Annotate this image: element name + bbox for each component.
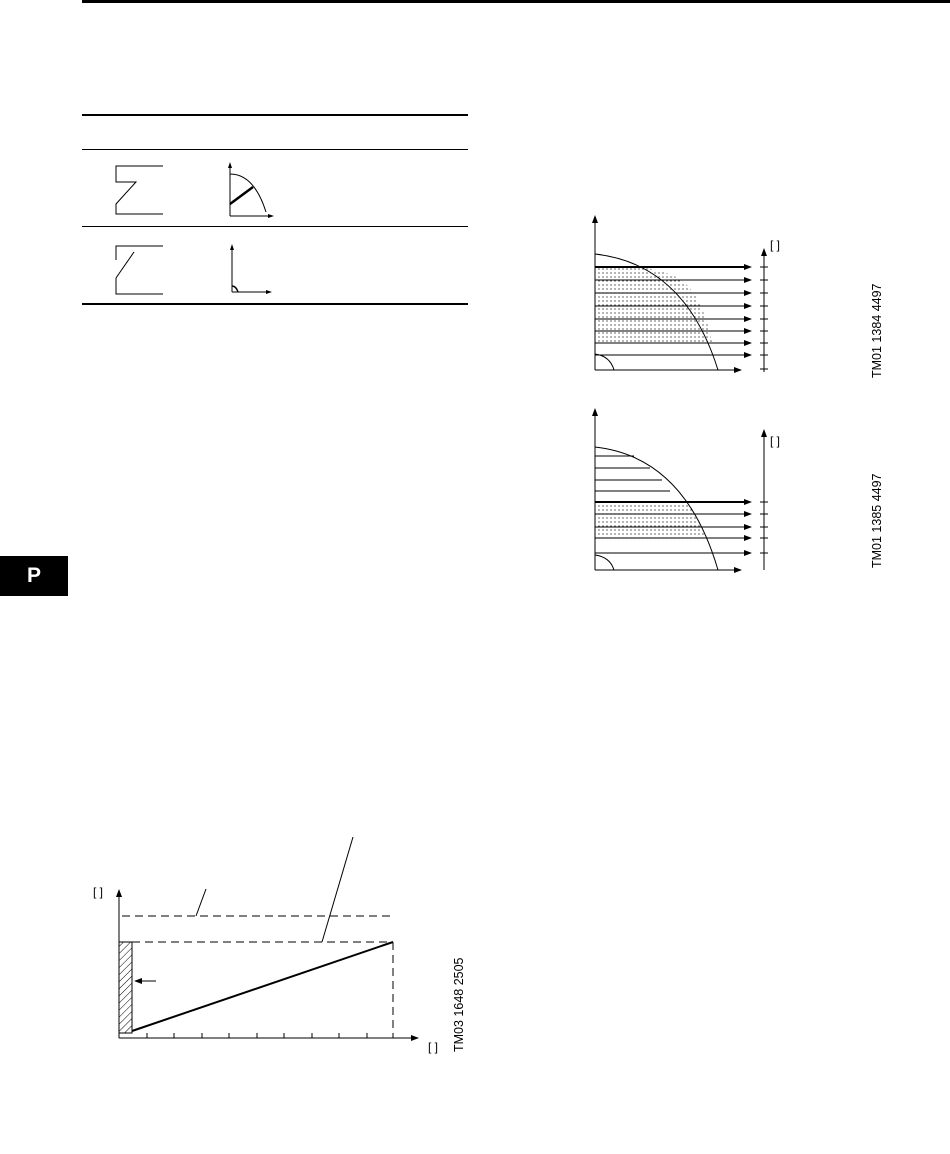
table-row-divider (82, 226, 468, 227)
table-header-rule (82, 149, 468, 150)
switch-contact-closed-icon (108, 240, 168, 300)
arrow-left-icon (134, 978, 156, 984)
section-tab-letter: P (26, 564, 41, 587)
section-tab (0, 556, 68, 596)
bottom-x-unit-bracket: [ ] (428, 1040, 439, 1054)
figure-code-top-right: TM01 1384 4497 (870, 283, 884, 378)
min-curve-icon (226, 240, 276, 300)
pump-curve-setpoint-icon (226, 160, 276, 220)
middle-right-chart (590, 405, 810, 575)
figure-code-middle-right: TM01 1385 4497 (870, 473, 884, 568)
switch-contact-open-icon (108, 160, 168, 220)
table-bottom-rule (82, 303, 468, 305)
top-rule (82, 0, 950, 3)
bottom-y-unit-bracket: [ ] (93, 885, 104, 899)
figure-code-bottom-left: TM03 1648 2505 (452, 957, 466, 1052)
top-right-unit-bracket: [ ] (770, 238, 781, 252)
table-top-rule (82, 114, 468, 116)
middle-right-unit-bracket: [ ] (770, 434, 781, 448)
bottom-left-chart (110, 835, 430, 1065)
